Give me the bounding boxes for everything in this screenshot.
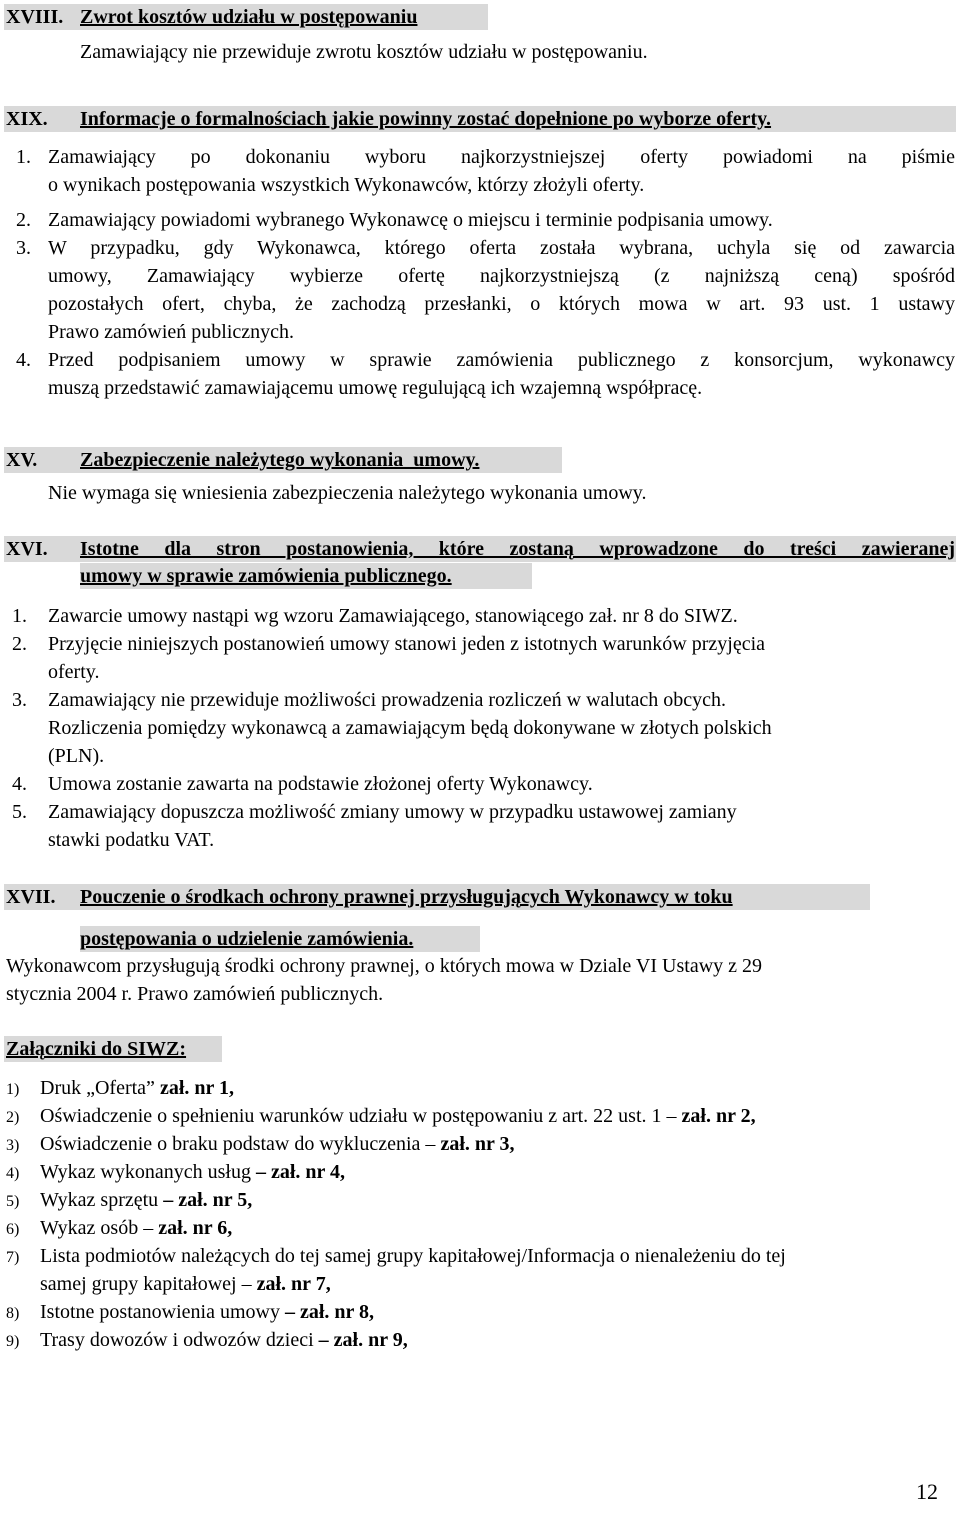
attachment-2-ref: zał. nr 2, (681, 1105, 756, 1127)
s16-item-2-line-2: oferty. (48, 661, 100, 683)
section-15-number: XV. (6, 449, 38, 471)
s19-item-4-line-1: Przed podpisaniem umowy w sprawie zamówienia publicznego z konsorcjum, wykonawcy (48, 349, 955, 371)
section-15-text: Nie wymaga się wniesienia zabezpieczenia należytego wykonania umowy. (48, 482, 647, 504)
attachment-8 (40, 1298, 374, 1326)
s19-item-2-number: 2. (16, 209, 31, 231)
attachment-8-number: 8) (6, 1305, 20, 1322)
attachment-1-text: Druk „Oferta” (40, 1077, 160, 1099)
attachment-6 (40, 1214, 232, 1242)
attachment-3-number: 3) (6, 1137, 20, 1154)
attachment-7-number: 7) (6, 1249, 20, 1266)
s16-item-2-number: 2. (12, 633, 27, 655)
section-17-text-line-1: Wykonawcom przysługują środki ochrony prawnej, o których mowa w Dziale VI Ustawy z 29 (6, 955, 763, 977)
section-15-title: Zabezpieczenie należytego wykonania umowy. (80, 449, 480, 471)
attachment-3 (40, 1130, 515, 1158)
attachment-3-ref: zał. nr 3, (440, 1133, 515, 1155)
attachment-8-text: Istotne postanowienia umowy (40, 1301, 285, 1323)
s19-item-1-line-2: o wynikach postępowania wszystkich Wykonawców, którzy złożyli oferty. (48, 174, 645, 196)
s16-item-4-number: 4. (12, 773, 27, 795)
section-17-title-line-2: postępowania o udzielenie zamówienia. (80, 928, 414, 950)
attachment-6-number: 6) (6, 1221, 20, 1238)
attachment-2-number: 2) (6, 1109, 20, 1126)
attachment-3-text: Oświadczenie o braku podstaw do wykluczenia – (40, 1133, 441, 1155)
section-19-number: XIX. (6, 108, 48, 130)
s19-item-4-number: 4. (16, 349, 31, 371)
attachment-4-ref: – zał. nr 4, (255, 1161, 346, 1183)
s19-item-3-line-2: umowy, Zamawiający wybierze ofertę najkorzystniejszą (z najniższą ceną) spośród (48, 265, 955, 287)
s16-item-1-number: 1. (12, 605, 27, 627)
s16-item-3-number: 3. (12, 689, 27, 711)
attachment-1 (40, 1074, 234, 1102)
section-18-number: XVIII. (6, 6, 64, 28)
attachment-4 (40, 1158, 345, 1186)
attachment-4-number: 4) (6, 1165, 20, 1182)
attachment-9 (40, 1326, 408, 1354)
section-19-title: Informacje o formalnościach jakie powinny zostać dopełnione po wyborze oferty. (80, 108, 772, 130)
s16-item-5-line-1: Zamawiający dopuszcza możliwość zmiany umowy w przypadku ustawowej zamiany (48, 801, 737, 823)
s16-item-1-line-1: Zawarcie umowy nastąpi wg wzoru Zamawiającego, stanowiącego zał. nr 8 do SIWZ. (48, 605, 738, 627)
attachment-6-ref: zał. nr 6, (158, 1217, 233, 1239)
s16-item-2-line-1: Przyjęcie niniejszych postanowień umowy stanowi jeden z istotnych warunków przyjęcia (48, 633, 766, 655)
s19-item-2-line-1: Zamawiający powiadomi wybranego Wykonawcę o miejscu i terminie podpisania umowy. (48, 209, 773, 231)
attachment-4-text: Wykaz wykonanych usług (40, 1161, 256, 1183)
section-17-text-line-2: stycznia 2004 r. Prawo zamówień publicznych. (6, 983, 384, 1005)
attachment-9-ref: – zał. nr 9, (318, 1329, 408, 1351)
attachment-2-text: Oświadczenie o spełnieniu warunków udziału w postępowaniu z art. 22 ust. 1 – (40, 1105, 682, 1127)
section-16-title-line-1: Istotne dla stron postanowienia, które zostaną wprowadzone do treści zawieranej (80, 538, 955, 560)
s19-item-4-line-2: muszą przedstawić zamawiającemu umowę regulującą ich wzajemną współpracę. (48, 377, 703, 399)
s16-item-3-line-2: Rozliczenia pomiędzy wykonawcą a zamawiającym będą dokonywane w złotych polskich (48, 717, 772, 739)
attachment-7-line-2 (40, 1270, 331, 1298)
attachment-7-line-1: Lista podmiotów należących do tej samej grupy kapitałowej/Informacja o nienależeniu do tej (40, 1245, 786, 1267)
attachment-5-ref: – zał. nr 5, (163, 1189, 253, 1211)
attachment-6-text: Wykaz osób – (40, 1217, 159, 1239)
attachment-9-number: 9) (6, 1333, 20, 1350)
attachment-7-ref: zał. nr 7, (256, 1273, 331, 1295)
section-18-text: Zamawiający nie przewiduje zwrotu kosztów udziału w postępowaniu. (80, 41, 648, 63)
s19-item-3-number: 3. (16, 237, 31, 259)
section-16-number: XVI. (6, 538, 48, 560)
section-17-number: XVII. (6, 886, 56, 908)
section-18-title: Zwrot kosztów udziału w postępowaniu (80, 6, 418, 28)
attachment-9-text: Trasy dowozów i odwozów dzieci (40, 1329, 319, 1351)
attachment-5 (40, 1186, 252, 1214)
s19-item-1-line-1: Zamawiający po dokonaniu wyboru najkorzystniejszej oferty powiadomi na piśmie (48, 146, 955, 168)
s16-item-3-line-1: Zamawiający nie przewiduje możliwości prowadzenia rozliczeń w walutach obcych. (48, 689, 727, 711)
attachment-5-text: Wykaz sprzętu (40, 1189, 164, 1211)
attachment-2 (40, 1102, 756, 1130)
s19-item-3-line-1: W przypadku, gdy Wykonawca, którego oferta została wybrana, uchyla się od zawarcia (48, 237, 955, 259)
attachments-title: Załączniki do SIWZ: (6, 1038, 187, 1060)
attachment-1-ref: zał. nr 1, (159, 1077, 235, 1099)
s19-item-3-line-4: Prawo zamówień publicznych. (48, 321, 295, 343)
section-17-title-line-1: Pouczenie o środkach ochrony prawnej przysługujących Wykonawcy w toku (80, 886, 733, 908)
s16-item-4-line-1: Umowa zostanie zawarta na podstawie złożonej oferty Wykonawcy. (48, 773, 593, 795)
s16-item-5-line-2: stawki podatku VAT. (48, 829, 215, 851)
attachment-7-text2: samej grupy kapitałowej – (40, 1273, 257, 1295)
attachment-5-number: 5) (6, 1193, 20, 1210)
s16-item-3-line-3: (PLN). (48, 745, 105, 767)
s16-item-5-number: 5. (12, 801, 27, 823)
page-number: 12 (916, 1479, 938, 1504)
s19-item-1-number: 1. (16, 146, 31, 168)
s19-item-3-line-3: pozostałych ofert, chyba, że zachodzą przesłanki, o których mowa w art. 93 ust. 1 ustawy (48, 293, 955, 315)
section-16-title-line-2: umowy w sprawie zamówienia publicznego. (80, 565, 452, 587)
attachment-1-number: 1) (6, 1081, 20, 1098)
attachment-8-ref: – zał. nr 8, (284, 1301, 375, 1323)
